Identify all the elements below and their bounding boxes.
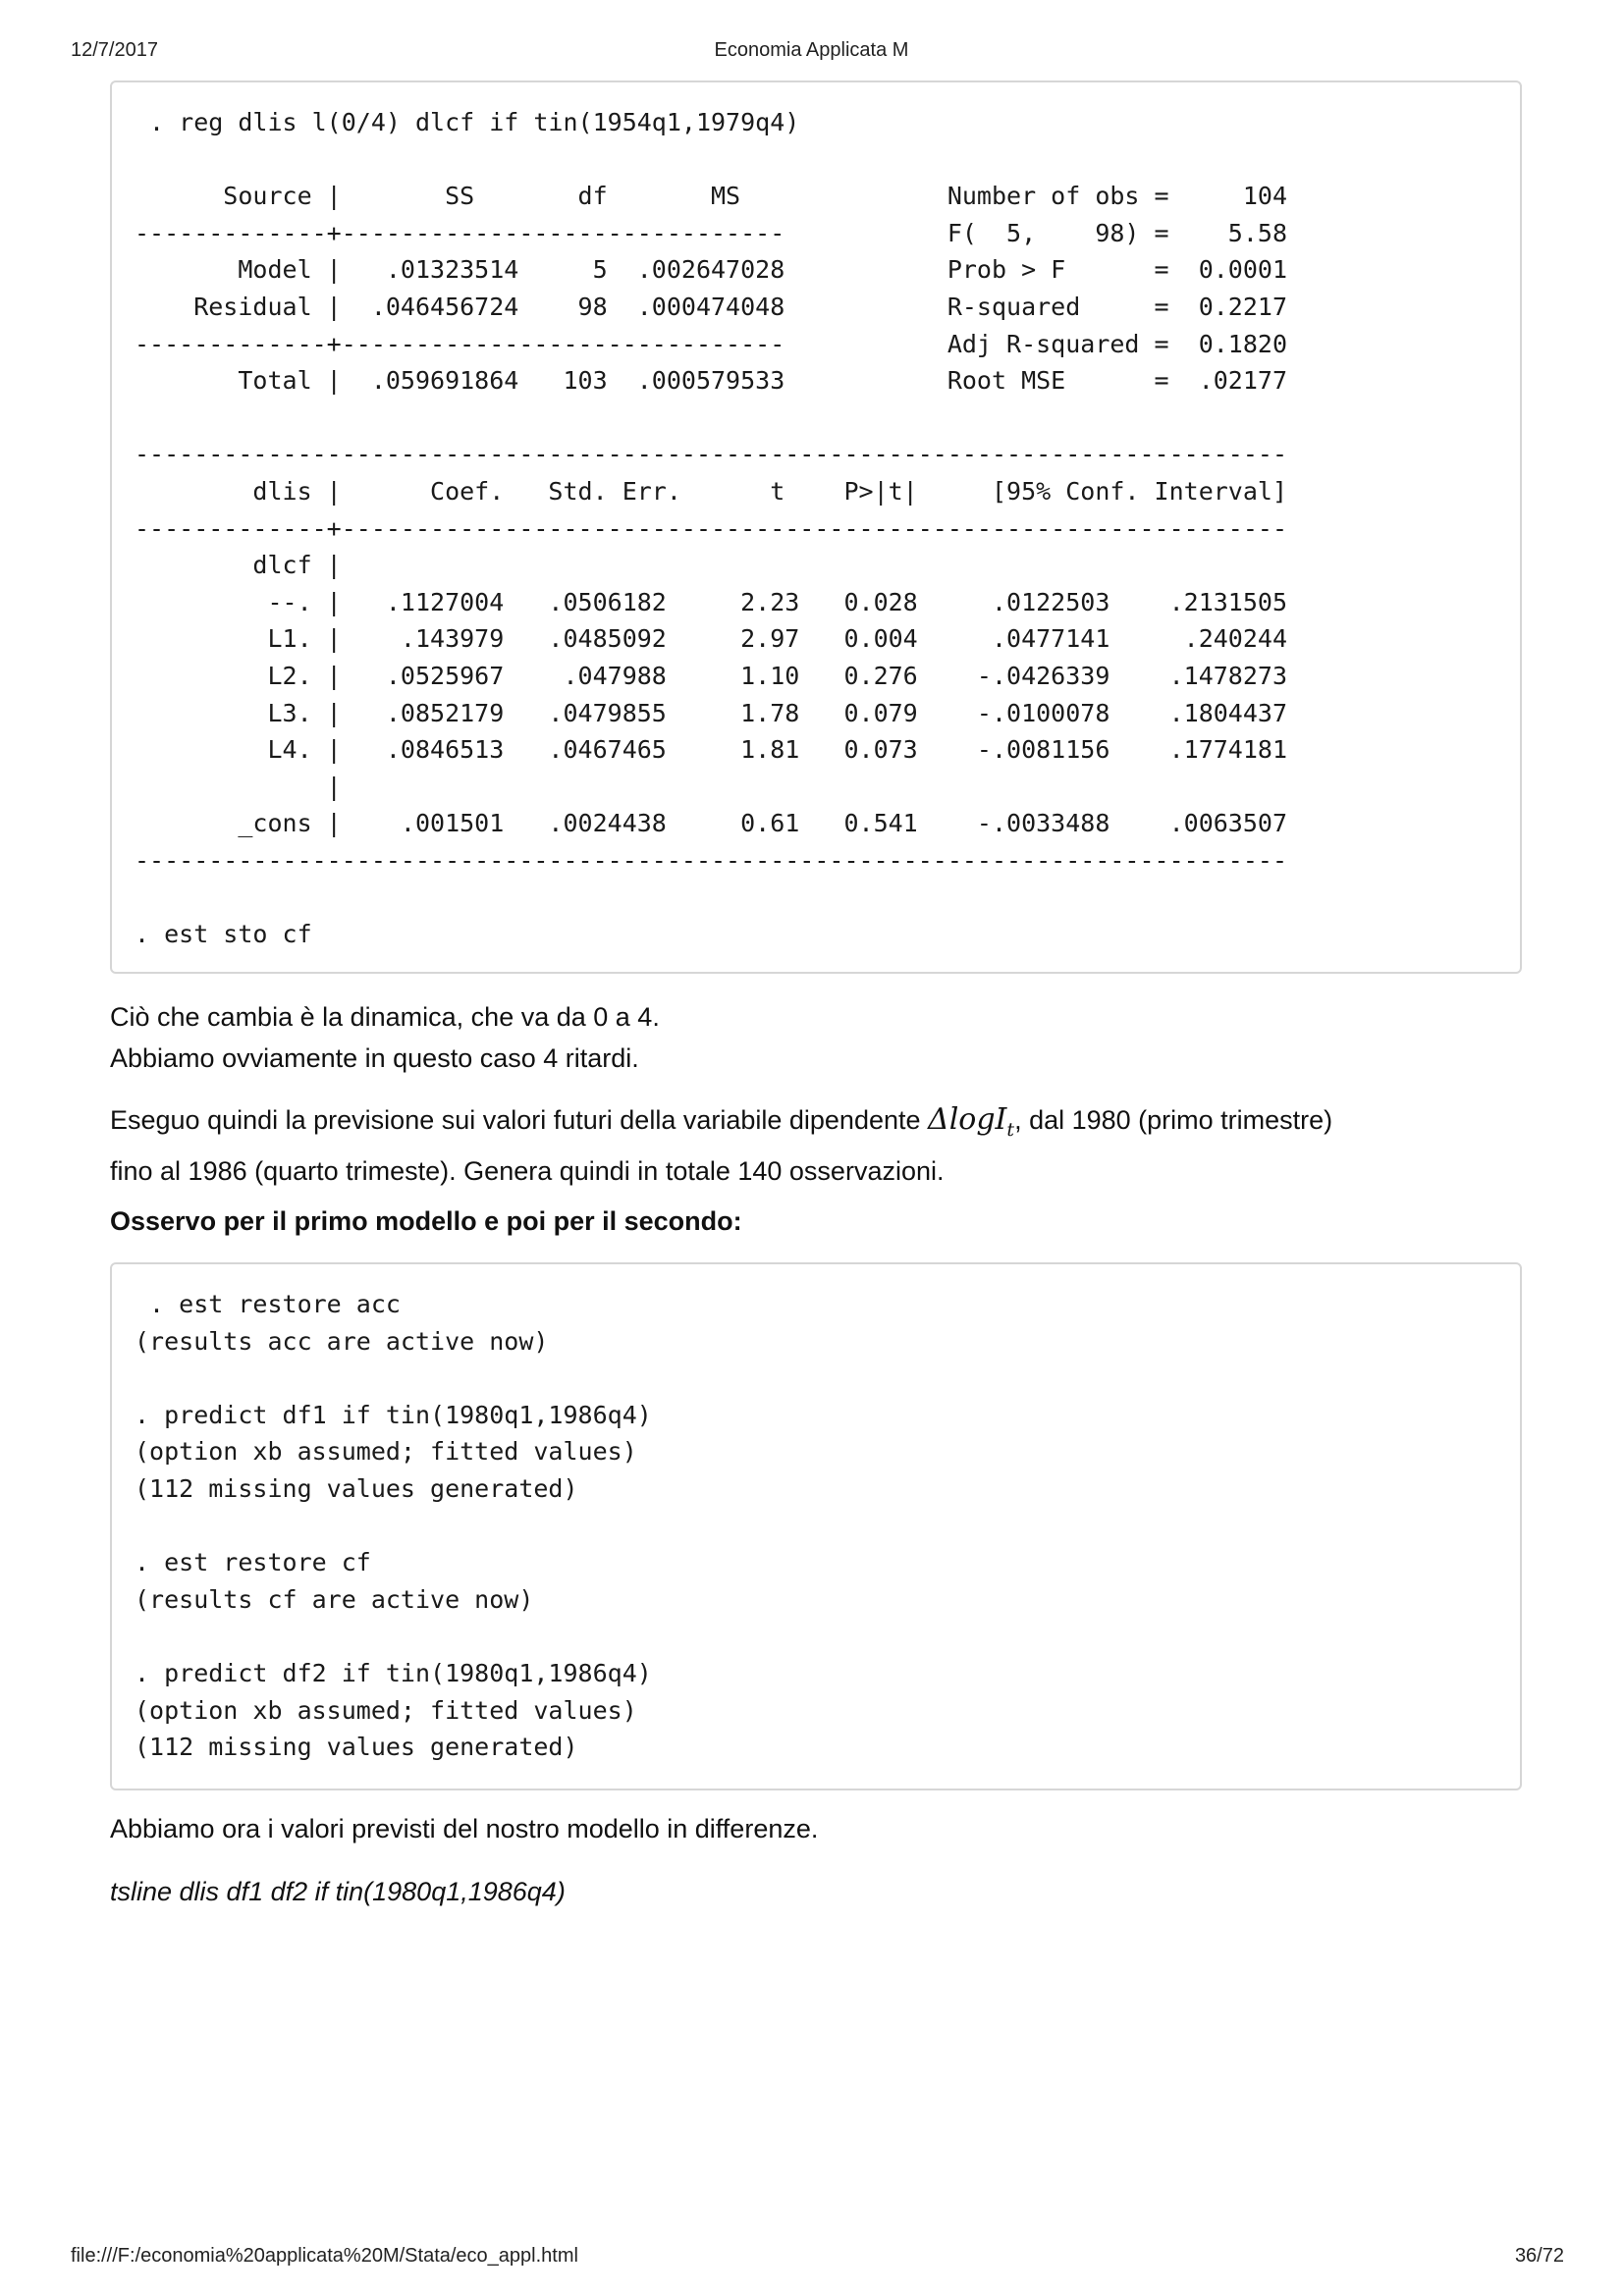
paragraph-text: Eseguo quindi la previsione sui valori futuri della variabile dipendente	[110, 1105, 929, 1135]
dynamics-paragraph	[110, 996, 1524, 1079]
forecast-paragraph	[110, 1099, 1524, 1192]
header-title: Economia Applicata M	[714, 39, 909, 61]
footer-page-number: 36/72	[1514, 2245, 1564, 2267]
predict-output-box	[110, 1262, 1522, 1790]
paragraph-line: fino al 1986 (quarto trimeste). Genera quindi in totale 140 osservazioni.	[110, 1156, 945, 1186]
paragraph-text: , dal 1980 (primo trimestre)	[1014, 1105, 1333, 1135]
section-heading: Osservo per il primo modello e poi per il secondo:	[110, 1206, 742, 1236]
regression-output-box	[110, 80, 1522, 974]
paragraph-line: Ciò che cambia è la dinamica, che va da 0 a 4.	[110, 1002, 660, 1032]
tsline-command: tsline dlis df1 df2 if tin(1980q1,1986q4)	[110, 1877, 566, 1906]
math-subscript: t	[1006, 1119, 1015, 1141]
predicted-values-paragraph: Abbiamo ora i valori previsti del nostro modello in differenze.	[110, 1814, 819, 1843]
math-main: ΔlogI	[928, 1102, 1007, 1137]
footer-url: file:///F:/economia%20applicata%20M/Stata/eco_appl.html	[71, 2245, 578, 2267]
header-date: 12/7/2017	[71, 39, 158, 61]
predict-output-text: . est restore acc (results acc are active now) . predict df1 if tin(1980q1,1986q4) (option xb assumed; fitted values) (112 missing values generated) . est restore cf (results cf are active now) . predict df2 if tin(1980q1,1986q4) (option xb assumed; fitted values) (112 missing values generated)	[135, 1290, 652, 1762]
paragraph-line	[110, 1099, 1524, 1150]
math-delta-log-i	[928, 1102, 1015, 1141]
regression-output-text: . reg dlis l(0/4) dlcf if tin(1954q1,1979q4) Source | SS df MS Number of obs = 104 -------------+------------------------------ F( 5, 98) = 5.58 Model | .01323514 5 .002647028 Prob > F = 0.0001 Residual | .046456724 98 .000474048 R-squared = 0.2217 -------------+------------------------------ Adj R-squared = 0.1820 Total | .059691864 103 .000579533 Root MSE = .02177 ------------------------------------------------------------------------------ dlis | Coef. Std. Err. t P>|t| [95% Conf. Interval] -------------+---------------------------------------------------------------- dlcf | --. | .1127004 .0506182 2.23 0.028 .0122503 .2131505 L1. | .143979 .0485092 2.97 0.004 .0477141 .240244 L2. | .0525967 .047988 1.10 0.276 -.0426339 .1478273 L3. | .0852179 .0479855 1.78 0.079 -.0100078 .1804437 L4. | .0846513 .0467465 1.81 0.073 -.0081156 .1774181 | _cons | .001501 .0024438 0.61 0.541 -.0033488 .0063507 ------------------------------------------------------------------------------ . est sto cf	[135, 108, 1287, 949]
paragraph-line: Abbiamo ovviamente in questo caso 4 ritardi.	[110, 1043, 639, 1073]
